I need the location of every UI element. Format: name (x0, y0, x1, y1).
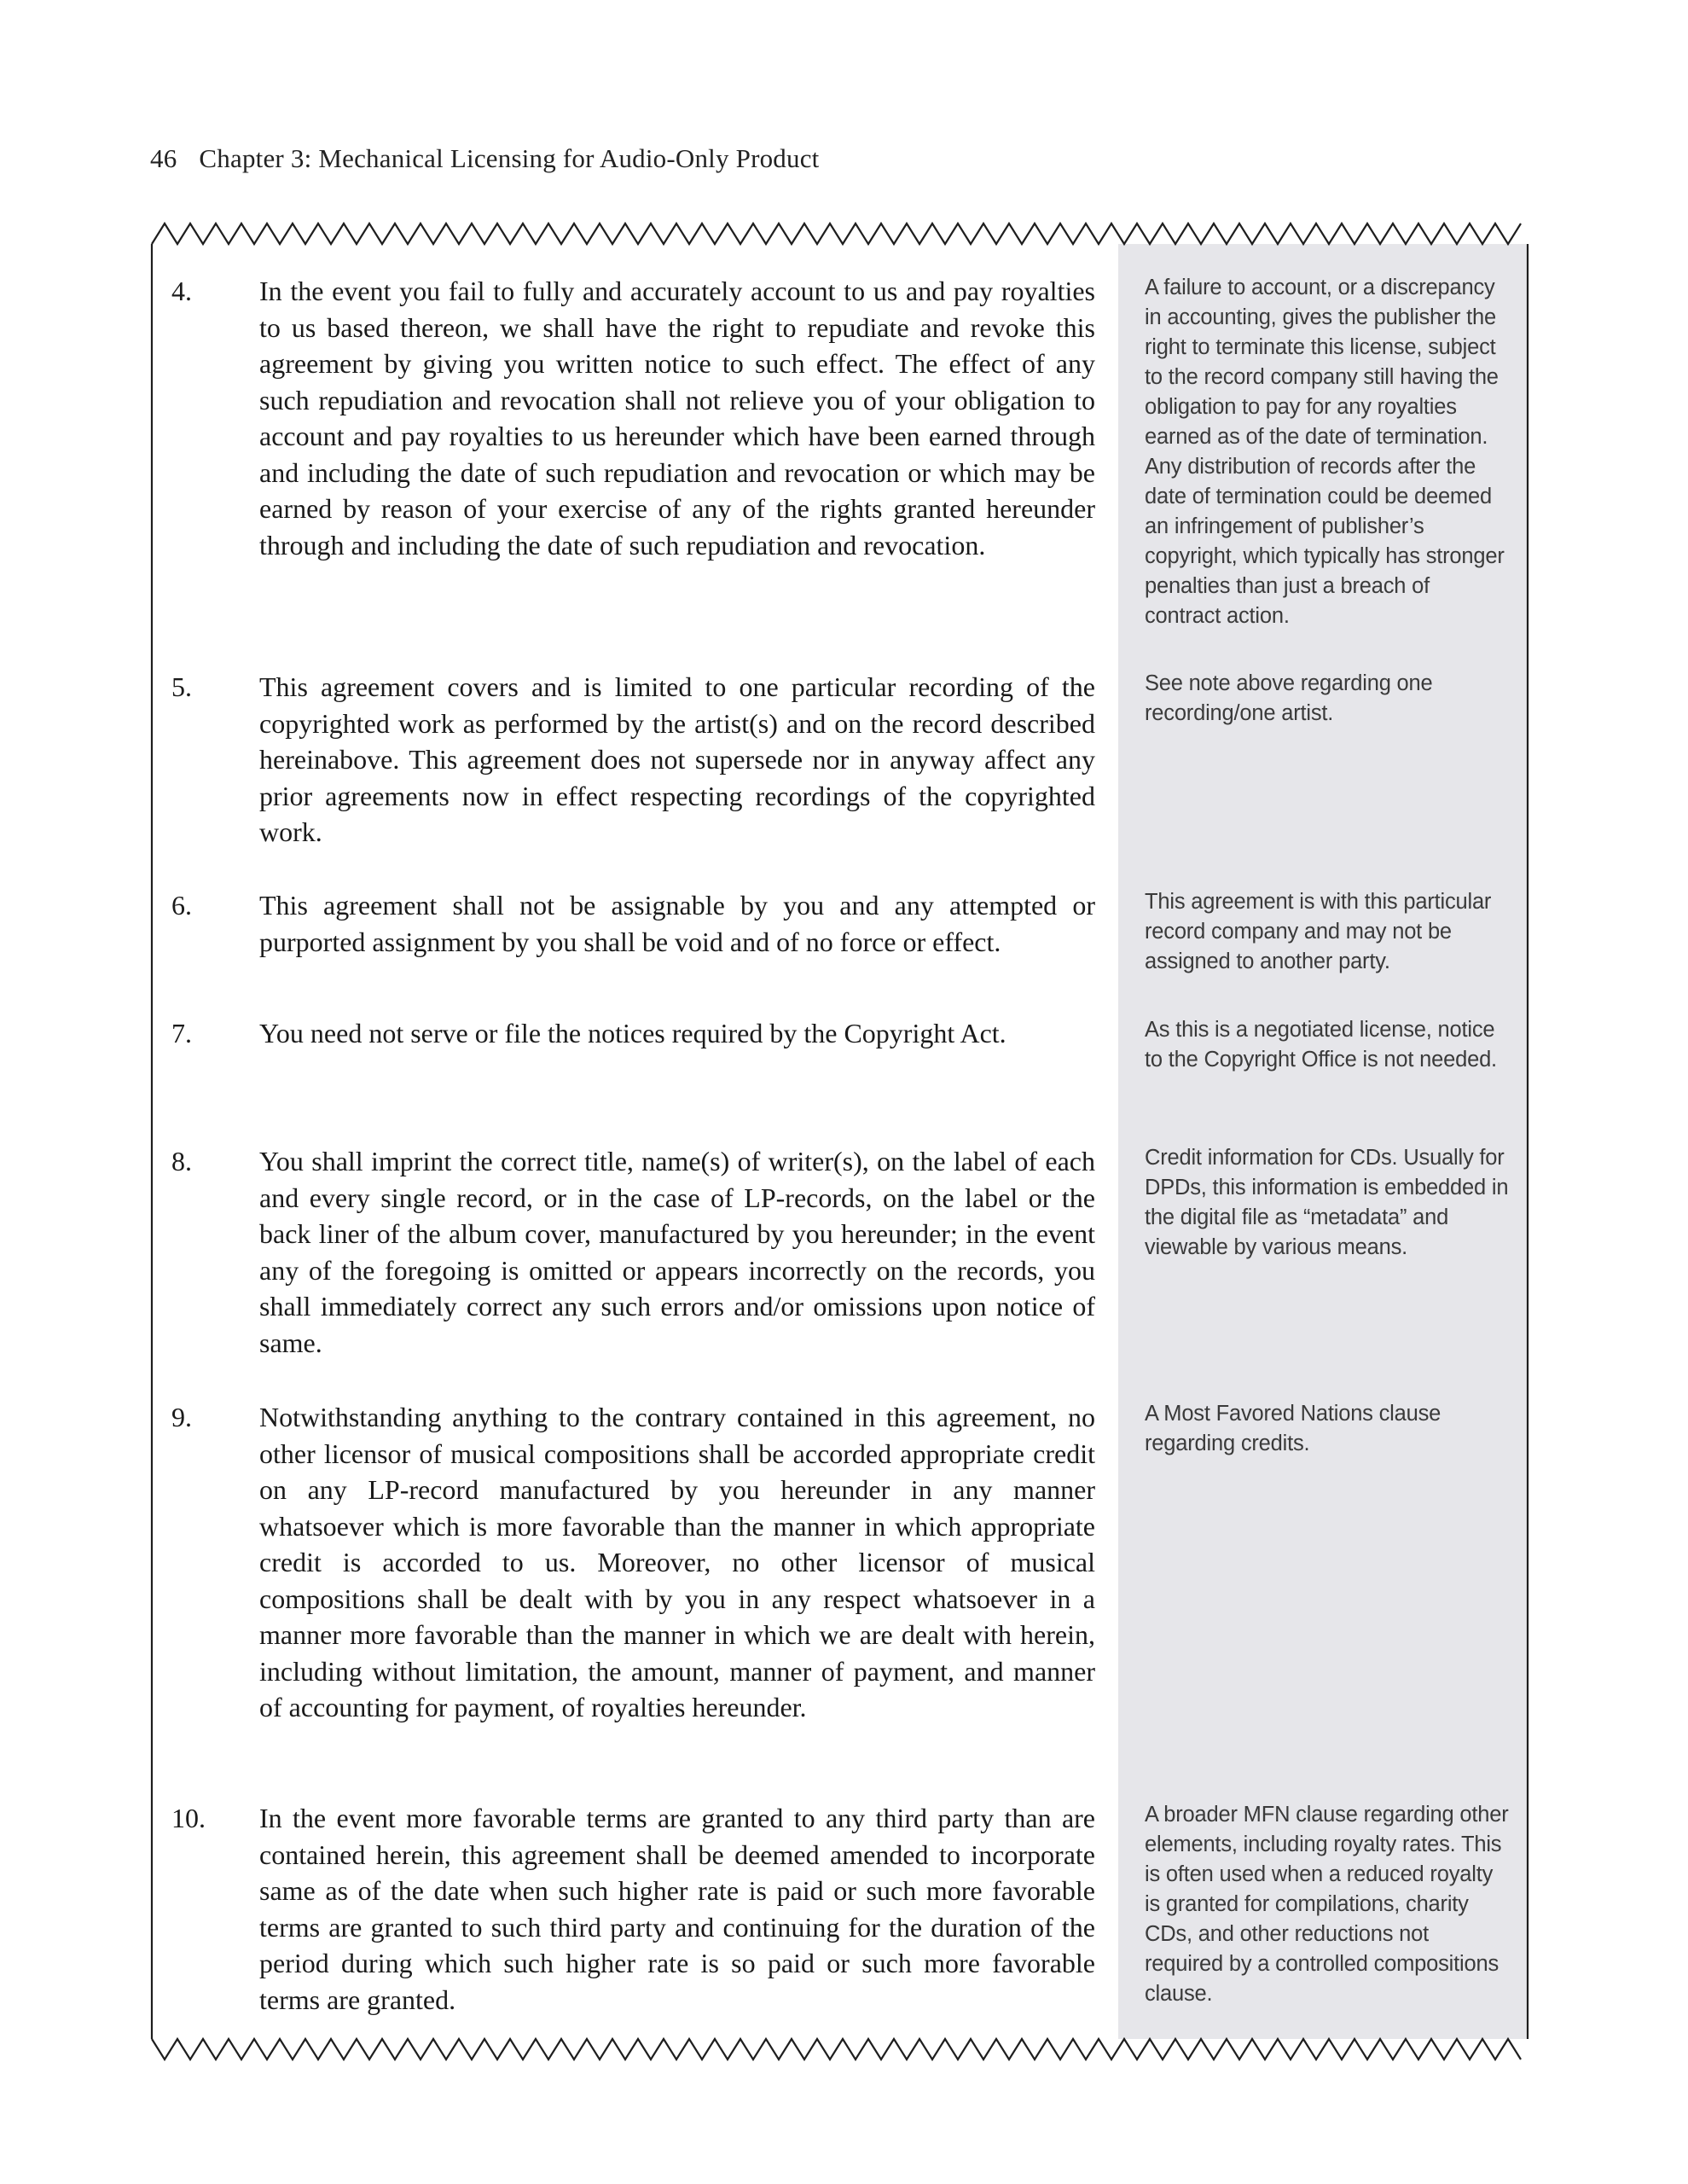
chapter-title: Chapter 3: Mechanical Licensing for Audio-Only Product (199, 143, 820, 173)
page-number: 46 (150, 143, 177, 173)
clause-number: 6. (171, 890, 192, 921)
running-head (150, 143, 819, 174)
clause-text: This agreement covers and is limited to one particular recording of the copyrighted work as performed by the artist(s) and on the record described hereinabove. This agreement does not supersede nor in anyway affect any prior agreements now in effect respecting recordings of the copyrighted work. (259, 671, 1095, 847)
margin-note: This agreement is with this particular record company and may not be assigned to another party. (1145, 890, 1492, 973)
margin-note: Credit information for CDs. Usually for DPDs, this information is embedded in the digital file as “metadata” and viewable by various means. (1145, 1146, 1509, 1259)
clause-text: You need not serve or file the notices required by the Copyright Act. (259, 1018, 1006, 1048)
clause-text: In the event more favorable terms are granted to any third party than are contained herein, this agreement shall be deemed amended to incorporate same as of the date when such higher rate is paid or such more favorable terms are granted to such third party and continuing for the duration of the period during which such higher rate is so paid or such more favorable terms are granted. (259, 1803, 1095, 2015)
contract-excerpt-frame (150, 220, 1535, 2063)
clause-number: 5. (171, 671, 192, 702)
clause-text: Notwithstanding anything to the contrary contained in this agreement, no other licensor of musical compositions shall be accorded appropriate credit on any LP-record manufactured by you hereunder in any manner whatsoever which is more favorable than the manner in which appropriate credit is accorded to us. Moreover, no other licensor of musical compositions shall be dealt with by you in any respect whatsoever in a manner more favorable than the manner in which we are dealt with herein, including without limitation, the amount, manner of payment, and manner of accounting for payment, of royalties hereunder. (259, 1402, 1095, 1722)
clause-number: 8. (171, 1146, 192, 1176)
margin-note: A Most Favored Nations clause regarding credits. (1145, 1402, 1441, 1455)
clause-number: 4. (171, 276, 192, 306)
margin-note: As this is a negotiated license, notice to the Copyright Office is not needed. (1145, 1018, 1497, 1072)
clause-number: 10. (171, 1803, 206, 1833)
margin-note: See note above regarding one recording/one artist. (1145, 671, 1433, 725)
clause-number: 7. (171, 1018, 192, 1048)
clause-text: You shall imprint the correct title, name(s) of writer(s), on the label of each and every single record, or in the case of LP-records, on the label or the back liner of the album cover, manufactured by you hereunder; in the event any of the foregoing is omitted or appears incorrectly on the records, you shall immediately correct any such errors and/or omissions upon notice of same. (259, 1146, 1095, 1358)
margin-note: A failure to account, or a discrepancy in accounting, gives the publisher the right to terminate this license, subject to the record company still having the obligation to pay for any royalties earned as of the date of termination. Any distribution of records after the date of termination could be deemed an infringement of publisher’s copyright, which typically has stronger penalties than just a breach of contract action. (1145, 276, 1505, 628)
clause-text: In the event you fail to fully and accurately account to us and pay royalties to us based thereon, we shall have the right to repudiate and revoke this agreement by giving you written notice to such effect. The effect of any such repudiation and revocation shall not relieve you of your obligation to account and pay royalties to us hereunder which have been earned through and including the date of such repudiation and revocation or which may be earned by reason of your exercise of any of the rights granted hereunder through and including the date of such repudiation and revocation. (259, 276, 1095, 561)
clause-text: This agreement shall not be assignable by you and any attempted or purported assignment by you shall be void and of no force or effect. (259, 890, 1095, 957)
clause-number: 9. (171, 1402, 192, 1432)
margin-note: A broader MFN clause regarding other elements, including royalty rates. This is often used when a reduced royalty is granted for compilations, charity CDs, and other reductions not required by a controlled compositions clause. (1145, 1803, 1509, 2006)
